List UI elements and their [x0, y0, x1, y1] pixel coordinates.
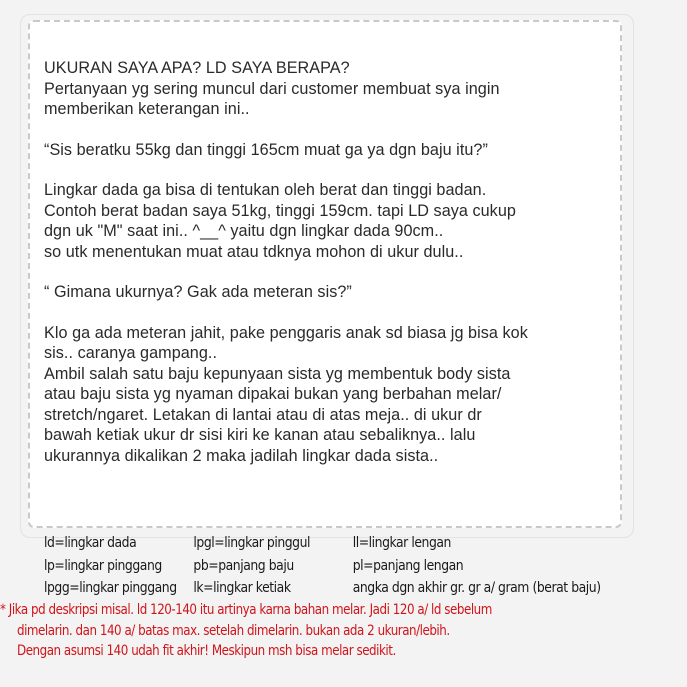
note-title: UKURAN SAYA APA? LD SAYA BERAPA?: [44, 59, 350, 77]
legend-row: [44, 532, 620, 555]
legend-lpgg: lpgg=lingkar pinggang: [44, 580, 177, 596]
legend-gram: angka dgn akhir gr. gr a/ gram (berat baju): [352, 580, 601, 596]
para1-line-2: Contoh berat badan saya 51kg, tinggi 159cm. tapi LD saya cukup: [44, 201, 516, 220]
asterisk-icon: *: [0, 602, 6, 618]
note-text: [44, 58, 634, 466]
legend-lpgl: lpgl=lingkar pinggul: [193, 535, 311, 551]
legend-row: [44, 577, 620, 600]
para2-line-1: Klo ga ada meteran jahit, pake penggaris anak sd biasa jg bisa kok: [44, 323, 528, 342]
quote-weight-height: “Sis beratku 55kg dan tinggi 165cm muat ga ya dgn baju itu?”: [44, 140, 488, 159]
para1-line-4: so utk menentukan muat atau tdknya mohon di ukur dulu..: [44, 242, 464, 261]
para2-line-7: ukurannya dikalikan 2 maka jadilah lingkar dada sista..: [44, 446, 439, 465]
para2-line-2: sis.. caranya gampang..: [44, 344, 218, 362]
intro-line-1: Pertanyaan yg sering muncul dari customer membuat sya ingin: [44, 79, 500, 98]
para1-line-3: dgn uk "M" saat ini.. ^__^ yaitu dgn lingkar dada 90cm..: [44, 222, 444, 240]
para2-line-6: bawah ketiak ukur dr sisi kiri ke kanan atau sebaliknya.. lalu: [44, 426, 476, 444]
legend-pb: pb=panjang baju: [193, 557, 294, 574]
red-note-line-2: dimelarin. dan 140 a/ batas max. setelah dimelarin. bukan ada 2 ukuran/lebih.: [17, 622, 450, 639]
red-note-line-1: [0, 600, 646, 621]
legend-ld: ld=lingkar dada: [44, 535, 137, 551]
legend-ll: ll=lingkar lengan: [352, 535, 451, 551]
legend-row: [44, 555, 620, 578]
red-note-line-3: Dengan asumsi 140 udah fit akhir! Meskipun msh bisa melar sedikit.: [17, 643, 396, 659]
legend-lp: lp=lingkar pinggang: [44, 557, 162, 574]
red-note: [0, 600, 646, 662]
intro-line-2: memberikan keterangan ini..: [44, 100, 250, 118]
para2-line-3: Ambil salah satu baju kepunyaan sista yg membentuk body sista: [44, 364, 511, 383]
para2-line-5: stretch/ngaret. Letakan di lantai atau di atas meja.. di ukur dr: [44, 405, 482, 424]
legend-pl: pl=panjang lengan: [352, 557, 464, 574]
legend-lk: lk=lingkar ketiak: [193, 580, 291, 596]
para1-line-1: Lingkar dada ga bisa di tentukan oleh berat dan tinggi badan.: [44, 181, 487, 199]
quote-how-to-measure: “ Gimana ukurnya? Gak ada meteran sis?”: [44, 283, 352, 301]
abbreviation-legend: [44, 532, 620, 600]
red-note-text-1: Jika pd deskripsi misal. ld 120-140 itu artinya karna bahan melar. Jadi 120 a/ ld sebelum: [8, 602, 492, 618]
para2-line-4: atau baju sista yg nyaman dipakai bukan yang berbahan melar/: [44, 385, 502, 403]
